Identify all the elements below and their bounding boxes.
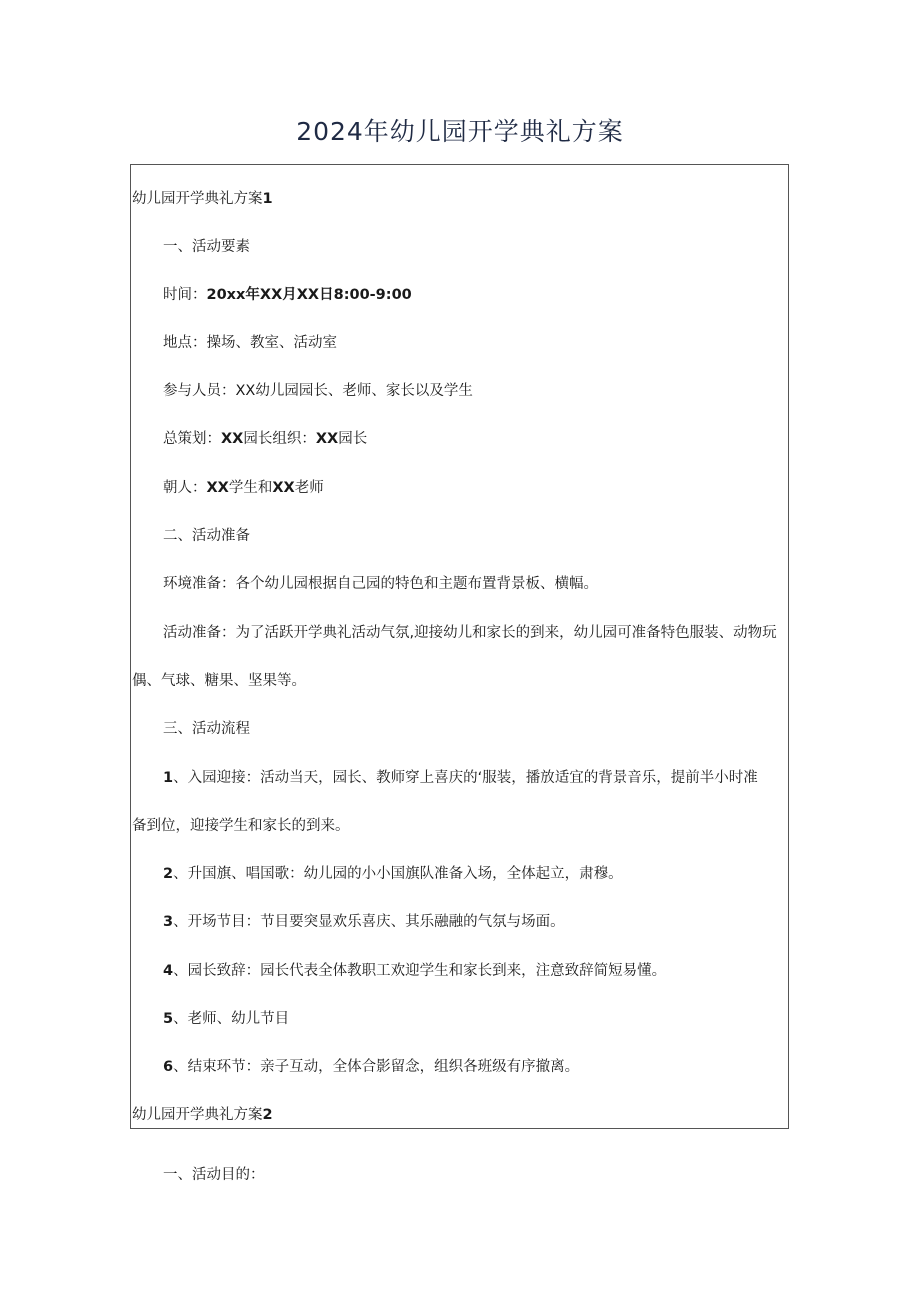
plan1-heading — [132, 189, 273, 209]
planner-placeholder-1: XX — [221, 431, 244, 447]
step-6-line — [163, 1057, 579, 1077]
step-3-number: 3 — [163, 914, 174, 930]
step-4-text: 、园长致辞：园长代表全体教职工欢迎学生和家长到来，注意致辞简短易懂。 — [173, 963, 667, 979]
step-1-line-1 — [163, 768, 758, 788]
host-placeholder-2: XX — [272, 480, 295, 496]
step-6-text: 、结束环节：亲子互动，全体合影留念，组织各班级有序撤离。 — [173, 1059, 580, 1075]
step-2-number: 2 — [163, 866, 174, 882]
plan2-heading-number: 2 — [262, 1107, 273, 1123]
environment-prep-line: 环境准备：各个幼儿园根据自己园的特色和主题布置背景板、横幅。 — [163, 576, 598, 592]
page-title: 2024年幼儿园开学典礼方案 — [296, 117, 624, 146]
plan2-heading — [132, 1105, 273, 1125]
step-4-number: 4 — [163, 963, 174, 979]
activity-prep-line-1: 活动准备：为了活跃开学典礼活动气氛,迎接幼儿和家长的到来，幼儿园可准备特色服装、动物玩 — [163, 625, 777, 641]
section-3-heading: 三、活动流程 — [163, 721, 250, 737]
section-2-heading: 二、活动准备 — [163, 528, 250, 544]
step-5-line — [163, 1009, 289, 1029]
plan2-section-1-heading: 一、活动目的： — [163, 1167, 265, 1183]
host-placeholder-1: XX — [206, 480, 229, 496]
participants-value: XX幼儿园园长、老师、家长以及学生 — [235, 383, 473, 399]
planner-label: 总策划： — [163, 431, 221, 447]
organizer-label: 园长组织： — [243, 431, 316, 447]
participants-label: 参与人员： — [163, 383, 236, 399]
time-label: 时间： — [163, 287, 207, 303]
step-1-number: 1 — [163, 770, 174, 786]
step-5-text: 、老师、幼儿节目 — [173, 1011, 290, 1027]
place-line: 地点：操场、教室、活动室 — [163, 335, 337, 351]
participants-line — [163, 381, 473, 401]
section-1-heading: 一、活动要素 — [163, 239, 250, 255]
plan1-frame — [130, 164, 789, 1129]
step-2-line — [163, 864, 623, 884]
time-line — [163, 285, 412, 305]
host-line — [163, 478, 324, 498]
planner-suffix: 园长 — [338, 431, 368, 447]
time-value: 20xx年XX月XX日8:00-9:00 — [206, 287, 412, 303]
step-3-text: 、开场节目：节目要突显欢乐喜庆、其乐融融的气氛与场面。 — [173, 914, 565, 930]
host-label: 朝人： — [163, 480, 207, 496]
planner-placeholder-2: XX — [315, 431, 339, 447]
plan1-heading-text: 幼儿园开学典礼方案 — [132, 191, 263, 207]
step-1-line-2: 备到位，迎接学生和家长的到来。 — [132, 818, 350, 834]
step-2-text: 、升国旗、唱国歌：幼儿园的小小国旗队准备入场，全体起立，肃穆。 — [173, 866, 623, 882]
plan2-heading-text: 幼儿园开学典礼方案 — [132, 1107, 263, 1123]
host-suffix: 老师 — [294, 480, 324, 496]
step-1-text: 、入园迎接：活动当天，园长、教师穿上喜庆的‘服装，播放适宜的背景音乐，提前半小时准 — [173, 770, 758, 786]
plan1-heading-number: 1 — [262, 191, 273, 207]
step-6-number: 6 — [163, 1059, 174, 1075]
step-5-number: 5 — [163, 1011, 174, 1027]
step-4-line — [163, 961, 666, 981]
activity-prep-line-2: 偶、气球、糖果、坚果等。 — [132, 673, 306, 689]
planner-line — [163, 429, 367, 449]
step-3-line — [163, 912, 565, 932]
host-mid: 学生和 — [228, 480, 273, 496]
